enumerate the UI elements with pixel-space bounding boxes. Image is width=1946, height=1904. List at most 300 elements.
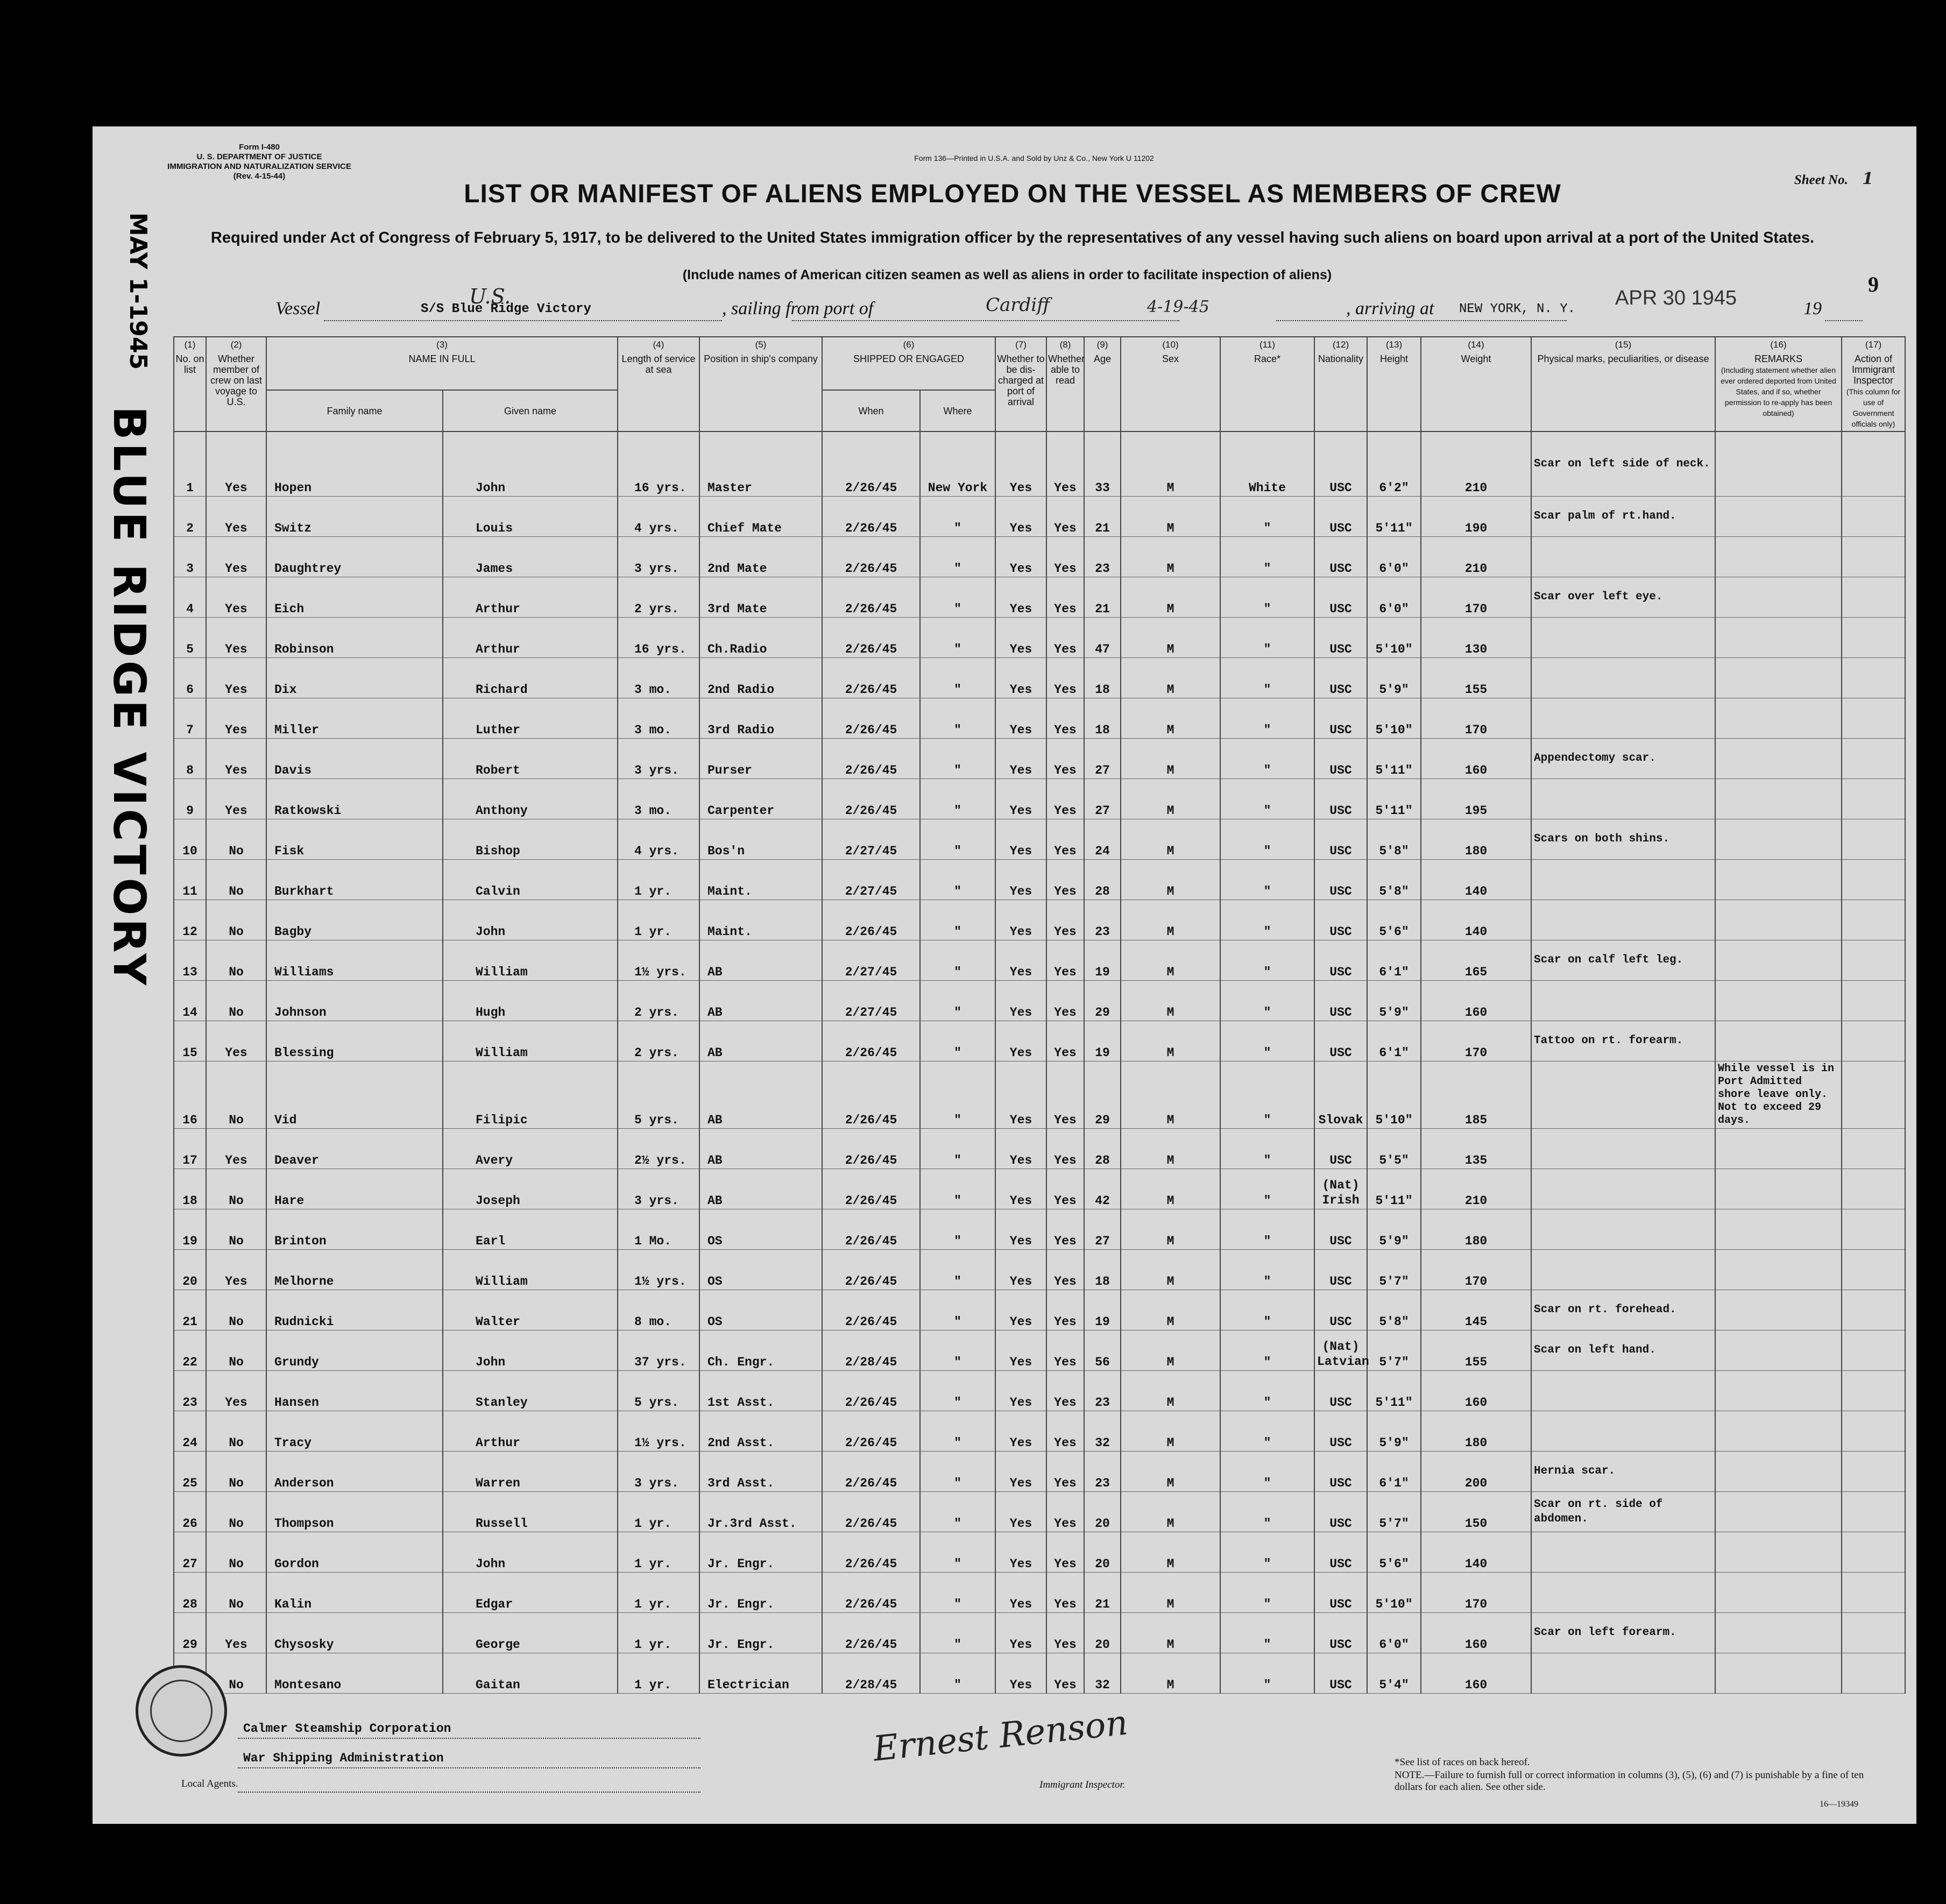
cell-able-to-read: Yes (1046, 577, 1084, 617)
cell-given-name: Anthony (443, 778, 618, 819)
cell-weight: 150 (1421, 1491, 1531, 1532)
cell-age: 21 (1084, 577, 1121, 617)
printer-line: Form 136—Printed in U.S.A. and Sold by Unz & Co., New York U 11202 (914, 154, 1154, 162)
cell-shipped-where: " (920, 940, 995, 980)
cell-service-length: 8 mo. (618, 1290, 699, 1330)
inspector-label: Immigrant Inspector. (1039, 1779, 1126, 1790)
cell-previous-voyage: No (206, 980, 266, 1021)
col-header-position: (5) Position in ship's company (699, 337, 822, 431)
cell-shipped-when: 2/26/45 (822, 900, 920, 940)
crew-manifest-table (173, 336, 1906, 1694)
cell-able-to-read: Yes (1046, 536, 1084, 577)
cell-shipped-when: 2/28/45 (822, 1653, 920, 1693)
cell-discharge: Yes (995, 1209, 1046, 1249)
cell-nationality: USC (1314, 940, 1367, 980)
cell-inspector-action (1842, 940, 1905, 980)
cell-family-name: Hansen (266, 1370, 443, 1411)
cell-family-name: Robinson (266, 617, 443, 657)
cell-family-name: Deaver (266, 1128, 443, 1169)
arrival-date-stamp: APR 30 1945 (1615, 287, 1737, 309)
cell-discharge: Yes (995, 1612, 1046, 1653)
cell-able-to-read: Yes (1046, 1021, 1084, 1061)
cell-inspector-action (1842, 738, 1905, 778)
cell-race: " (1220, 980, 1314, 1021)
cell-nationality: (Nat) Latvian (1314, 1330, 1367, 1370)
cell-position: Purser (699, 738, 822, 778)
cell-service-length: 1 yr. (618, 859, 699, 900)
cell-age: 23 (1084, 1370, 1121, 1411)
cell-weight: 140 (1421, 1532, 1531, 1572)
col-header-service: (4) Length of service at sea (618, 337, 699, 431)
cell-race: " (1220, 1061, 1314, 1128)
cell-able-to-read: Yes (1046, 657, 1084, 698)
cell-race: " (1220, 698, 1314, 738)
cell-shipped-where: " (920, 1290, 995, 1330)
cell-inspector-action (1842, 577, 1905, 617)
cell-row-number: 26 (174, 1491, 206, 1532)
cell-height: 5'8" (1367, 859, 1421, 900)
cell-discharge: Yes (995, 698, 1046, 738)
cell-service-length: 1 yr. (618, 1491, 699, 1532)
cell-able-to-read: Yes (1046, 617, 1084, 657)
table-row (174, 940, 1905, 980)
cell-physical-marks (1531, 778, 1715, 819)
cell-discharge: Yes (995, 1653, 1046, 1693)
cell-remarks (1715, 980, 1842, 1021)
cell-previous-voyage: Yes (206, 496, 266, 536)
cell-weight: 170 (1421, 1021, 1531, 1061)
cell-shipped-where: " (920, 1169, 995, 1209)
cell-weight: 165 (1421, 940, 1531, 980)
cell-service-length: 5 yrs. (618, 1370, 699, 1411)
cell-previous-voyage: No (206, 819, 266, 859)
cell-able-to-read: Yes (1046, 1061, 1084, 1128)
cell-nationality: USC (1314, 1491, 1367, 1532)
cell-shipped-where: " (920, 1451, 995, 1491)
inspector-signature: Ernest Renson (871, 1703, 1130, 1769)
year-dotline (1825, 320, 1863, 321)
cell-remarks (1715, 1128, 1842, 1169)
cell-physical-marks (1531, 1169, 1715, 1209)
arrival-dotline (1276, 320, 1567, 321)
cell-position: Jr. Engr. (699, 1612, 822, 1653)
cell-given-name: Arthur (443, 1411, 618, 1451)
cell-shipped-where: " (920, 859, 995, 900)
col-header-height: (13) Height (1367, 337, 1421, 431)
table-row (174, 1370, 1905, 1411)
cell-sex: M (1121, 1491, 1220, 1532)
cell-physical-marks: Scar on calf left leg. (1531, 940, 1715, 980)
cell-discharge: Yes (995, 1021, 1046, 1061)
cell-sex: M (1121, 577, 1220, 617)
cell-weight: 210 (1421, 431, 1531, 496)
cell-service-length: 2½ yrs. (618, 1128, 699, 1169)
cell-race: " (1220, 1491, 1314, 1532)
cell-shipped-where: " (920, 577, 995, 617)
cell-weight: 155 (1421, 1330, 1531, 1370)
cell-race: " (1220, 1612, 1314, 1653)
vessel-line (275, 285, 1836, 322)
cell-physical-marks: Scar on rt. forehead. (1531, 1290, 1715, 1330)
cell-race: " (1220, 1249, 1314, 1290)
cell-remarks (1715, 1169, 1842, 1209)
cell-family-name: Daughtrey (266, 536, 443, 577)
col-header-family-name: Family name (266, 390, 443, 431)
local-agents-label: Local Agents. (181, 1778, 238, 1789)
cell-service-length: 3 mo. (618, 698, 699, 738)
cell-inspector-action (1842, 1249, 1905, 1290)
cell-discharge: Yes (995, 577, 1046, 617)
cell-able-to-read: Yes (1046, 1370, 1084, 1411)
sailing-date: 4-19-45 (1147, 298, 1209, 316)
cell-weight: 155 (1421, 657, 1531, 698)
cell-family-name: Fisk (266, 819, 443, 859)
cell-row-number: 9 (174, 778, 206, 819)
cell-position: 1st Asst. (699, 1370, 822, 1411)
cell-weight: 170 (1421, 1572, 1531, 1612)
table-row (174, 1330, 1905, 1370)
cell-given-name: Calvin (443, 859, 618, 900)
cell-remarks (1715, 1249, 1842, 1290)
cell-inspector-action (1842, 536, 1905, 577)
table-row (174, 496, 1905, 536)
cell-able-to-read: Yes (1046, 900, 1084, 940)
cell-previous-voyage: No (206, 1491, 266, 1532)
cell-able-to-read: Yes (1046, 1330, 1084, 1370)
cell-height: 6'2" (1367, 431, 1421, 496)
cell-sex: M (1121, 778, 1220, 819)
cell-age: 19 (1084, 1021, 1121, 1061)
col-header-name: (3) NAME IN FULL (266, 337, 618, 390)
cell-nationality: USC (1314, 1451, 1367, 1491)
cell-service-length: 1½ yrs. (618, 940, 699, 980)
vessel-dotline (324, 320, 722, 321)
cell-row-number: 15 (174, 1021, 206, 1061)
cell-weight: 210 (1421, 1169, 1531, 1209)
cell-age: 20 (1084, 1532, 1121, 1572)
cell-inspector-action (1842, 1653, 1905, 1693)
cell-family-name: Gordon (266, 1532, 443, 1572)
cell-weight: 200 (1421, 1451, 1531, 1491)
cell-family-name: Hopen (266, 431, 443, 496)
cell-remarks (1715, 1451, 1842, 1491)
cell-previous-voyage: No (206, 940, 266, 980)
cell-physical-marks: Scar on left side of neck. (1531, 431, 1715, 496)
cell-age: 33 (1084, 431, 1121, 496)
table-row (174, 1169, 1905, 1209)
cell-given-name: William (443, 940, 618, 980)
cell-family-name: Williams (266, 940, 443, 980)
cell-age: 20 (1084, 1612, 1121, 1653)
cell-service-length: 5 yrs. (618, 1061, 699, 1128)
cell-row-number: 13 (174, 940, 206, 980)
cell-inspector-action (1842, 778, 1905, 819)
cell-family-name: Brinton (266, 1209, 443, 1249)
cell-given-name: Richard (443, 657, 618, 698)
cell-physical-marks: Scar over left eye. (1531, 577, 1715, 617)
cell-service-length: 1 yr. (618, 1653, 699, 1693)
cell-age: 21 (1084, 496, 1121, 536)
cell-position: Jr. Engr. (699, 1572, 822, 1612)
cell-inspector-action (1842, 1169, 1905, 1209)
cell-inspector-action (1842, 819, 1905, 859)
cell-physical-marks: Hernia scar. (1531, 1451, 1715, 1491)
cell-age: 42 (1084, 1169, 1121, 1209)
cell-shipped-where: " (920, 1061, 995, 1128)
cell-nationality: USC (1314, 431, 1367, 496)
cell-position: AB (699, 1021, 822, 1061)
cell-able-to-read: Yes (1046, 980, 1084, 1021)
table-row (174, 1572, 1905, 1612)
table-row (174, 1653, 1905, 1693)
cell-height: 5'11" (1367, 738, 1421, 778)
col-header-nationality: (12) Nationality (1314, 337, 1367, 431)
cell-family-name: Vid (266, 1061, 443, 1128)
cell-able-to-read: Yes (1046, 1451, 1084, 1491)
cell-height: 5'9" (1367, 980, 1421, 1021)
cell-given-name: Joseph (443, 1169, 618, 1209)
cell-position: Electrician (699, 1653, 822, 1693)
cell-previous-voyage: Yes (206, 698, 266, 738)
instruction-note: (Include names of American citizen seamen as well as aliens in order to facilitate inspection of aliens) (682, 267, 1332, 282)
cell-physical-marks (1531, 1370, 1715, 1411)
cell-row-number: 21 (174, 1290, 206, 1330)
cell-position: Carpenter (699, 778, 822, 819)
cell-nationality: USC (1314, 1370, 1367, 1411)
cell-sex: M (1121, 859, 1220, 900)
cell-race: " (1220, 577, 1314, 617)
cell-family-name: Melhorne (266, 1249, 443, 1290)
cell-discharge: Yes (995, 1491, 1046, 1532)
cell-sex: M (1121, 1451, 1220, 1491)
agent-dotline-2 (238, 1767, 700, 1768)
cell-position: 3rd Mate (699, 577, 822, 617)
cell-family-name: Tracy (266, 1411, 443, 1451)
cell-weight: 195 (1421, 778, 1531, 819)
cell-weight: 135 (1421, 1128, 1531, 1169)
cell-nationality: USC (1314, 1532, 1367, 1572)
cell-previous-voyage: Yes (206, 1021, 266, 1061)
cell-shipped-when: 2/26/45 (822, 1249, 920, 1290)
margin-date: MAY 1-1945 (124, 213, 152, 370)
col-header-age: (9) Age (1084, 337, 1121, 431)
cell-service-length: 3 yrs. (618, 1169, 699, 1209)
cell-shipped-where: " (920, 1330, 995, 1370)
cell-shipped-when: 2/26/45 (822, 1290, 920, 1330)
cell-able-to-read: Yes (1046, 1532, 1084, 1572)
cell-shipped-where: " (920, 1128, 995, 1169)
table-row (174, 819, 1905, 859)
cell-row-number: 14 (174, 980, 206, 1021)
cell-given-name: James (443, 536, 618, 577)
cell-previous-voyage: No (206, 1330, 266, 1370)
cell-shipped-when: 2/26/45 (822, 431, 920, 496)
cell-service-length: 16 yrs. (618, 431, 699, 496)
cell-shipped-when: 2/26/45 (822, 496, 920, 536)
cell-row-number: 2 (174, 496, 206, 536)
cell-row-number: 24 (174, 1411, 206, 1451)
cell-previous-voyage: No (206, 1061, 266, 1128)
cell-given-name: Earl (443, 1209, 618, 1249)
cell-shipped-when: 2/27/45 (822, 819, 920, 859)
agent-line-2: War Shipping Administration (243, 1751, 444, 1765)
cell-nationality: USC (1314, 778, 1367, 819)
cell-family-name: Rudnicki (266, 1290, 443, 1330)
col-header-physical-marks: (15) Physical marks, peculiarities, or disease (1531, 337, 1715, 431)
cell-row-number: 11 (174, 859, 206, 900)
cell-service-length: 1½ yrs. (618, 1411, 699, 1451)
page-subtitle: Required under Act of Congress of February 5, 1917, to be delivered to the United States immigration officer by the representatives of any vessel having such aliens on board upon arrival at a port of the United States. (210, 229, 1815, 246)
cell-previous-voyage: No (206, 1209, 266, 1249)
cell-height: 5'8" (1367, 819, 1421, 859)
cell-inspector-action (1842, 698, 1905, 738)
cell-nationality: USC (1314, 1572, 1367, 1612)
cell-age: 29 (1084, 1061, 1121, 1128)
col-header-weight: (14) Weight (1421, 337, 1531, 431)
cell-age: 27 (1084, 738, 1121, 778)
cell-nationality: USC (1314, 1021, 1367, 1061)
cell-height: 5'10" (1367, 617, 1421, 657)
cell-remarks (1715, 698, 1842, 738)
cell-remarks (1715, 657, 1842, 698)
cell-height: 5'9" (1367, 1411, 1421, 1451)
cell-given-name: Gaitan (443, 1653, 618, 1693)
cell-race: " (1220, 738, 1314, 778)
cell-physical-marks (1531, 1061, 1715, 1128)
cell-sex: M (1121, 431, 1220, 496)
cell-race: " (1220, 657, 1314, 698)
cell-nationality: USC (1314, 496, 1367, 536)
cell-race: White (1220, 431, 1314, 496)
cell-shipped-where: " (920, 980, 995, 1021)
penalty-note: NOTE.—Failure to furnish full or correct information in columns (3), (5), (6) and (7) is punishable by a fine of ten dollars for each alien. See other side. (1395, 1769, 1864, 1793)
col-header-inspector-action: (17) Action of Immigrant Inspector (This column for use of Government officials only) (1842, 337, 1905, 431)
cell-nationality: USC (1314, 1209, 1367, 1249)
cell-row-number: 1 (174, 431, 206, 496)
cell-row-number: 7 (174, 698, 206, 738)
cell-inspector-action (1842, 496, 1905, 536)
cell-sex: M (1121, 1128, 1220, 1169)
cell-age: 29 (1084, 980, 1121, 1021)
cell-race: " (1220, 1021, 1314, 1061)
cell-sex: M (1121, 1612, 1220, 1653)
cell-family-name: Kalin (266, 1572, 443, 1612)
cell-row-number: 20 (174, 1249, 206, 1290)
cell-row-number: 10 (174, 819, 206, 859)
cell-nationality: USC (1314, 1612, 1367, 1653)
col-header-race: (11) Race* (1220, 337, 1314, 431)
cell-remarks (1715, 1370, 1842, 1411)
cell-row-number: 23 (174, 1370, 206, 1411)
cell-nationality: (Nat) Irish (1314, 1169, 1367, 1209)
cell-given-name: William (443, 1021, 618, 1061)
cell-shipped-when: 2/26/45 (822, 698, 920, 738)
cell-age: 56 (1084, 1330, 1121, 1370)
form-code: 16—19349 (1820, 1800, 1858, 1809)
cell-discharge: Yes (995, 1572, 1046, 1612)
cell-sex: M (1121, 940, 1220, 980)
cell-given-name: Avery (443, 1128, 618, 1169)
cell-given-name: Arthur (443, 617, 618, 657)
cell-family-name: Hare (266, 1169, 443, 1209)
cell-row-number: 16 (174, 1061, 206, 1128)
cell-nationality: USC (1314, 698, 1367, 738)
cell-age: 19 (1084, 1290, 1121, 1330)
cell-height: 6'0" (1367, 1612, 1421, 1653)
cell-shipped-when: 2/26/45 (822, 1411, 920, 1451)
cell-row-number: 28 (174, 1572, 206, 1612)
cell-given-name: John (443, 1532, 618, 1572)
cell-remarks (1715, 859, 1842, 900)
cell-height: 6'0" (1367, 536, 1421, 577)
cell-shipped-when: 2/26/45 (822, 536, 920, 577)
cell-row-number: 19 (174, 1209, 206, 1249)
cell-discharge: Yes (995, 617, 1046, 657)
table-row (174, 698, 1905, 738)
cell-given-name: Arthur (443, 577, 618, 617)
cell-previous-voyage: Yes (206, 657, 266, 698)
cell-weight: 130 (1421, 617, 1531, 657)
cell-physical-marks: Scars on both shins. (1531, 819, 1715, 859)
cell-height: 5'7" (1367, 1491, 1421, 1532)
cell-previous-voyage: No (206, 1532, 266, 1572)
cell-race: " (1220, 778, 1314, 819)
cell-remarks (1715, 577, 1842, 617)
cell-nationality: USC (1314, 1411, 1367, 1451)
cell-previous-voyage: No (206, 900, 266, 940)
cell-position: AB (699, 940, 822, 980)
table-row (174, 1411, 1905, 1451)
cell-given-name: Louis (443, 496, 618, 536)
cell-position: AB (699, 1128, 822, 1169)
cell-physical-marks: Scar palm of rt.hand. (1531, 496, 1715, 536)
cell-discharge: Yes (995, 778, 1046, 819)
cell-shipped-where: " (920, 1612, 995, 1653)
cell-weight: 145 (1421, 1290, 1531, 1330)
table-row (174, 980, 1905, 1021)
col-header-shipped: (6) SHIPPED OR ENGAGED (822, 337, 995, 390)
cell-physical-marks (1531, 1572, 1715, 1612)
cell-race: " (1220, 1572, 1314, 1612)
cell-sex: M (1121, 1169, 1220, 1209)
cell-nationality: USC (1314, 1290, 1367, 1330)
cell-able-to-read: Yes (1046, 778, 1084, 819)
cell-physical-marks: Scar on left forearm. (1531, 1612, 1715, 1653)
vessel-name: S/S Blue Ridge Victory (421, 302, 591, 316)
cell-height: 5'6" (1367, 900, 1421, 940)
col-header-no: (1) No. on list (174, 337, 206, 431)
cell-shipped-when: 2/26/45 (822, 577, 920, 617)
cell-age: 32 (1084, 1653, 1121, 1693)
cell-position: AB (699, 980, 822, 1021)
cell-row-number: 12 (174, 900, 206, 940)
col-header-where: Where (920, 390, 995, 431)
cell-sex: M (1121, 1209, 1220, 1249)
margin-annotation (98, 213, 157, 1003)
cell-sex: M (1121, 819, 1220, 859)
cell-nationality: USC (1314, 900, 1367, 940)
cell-remarks (1715, 778, 1842, 819)
cell-given-name: Hugh (443, 980, 618, 1021)
cell-weight: 185 (1421, 1061, 1531, 1128)
cell-given-name: Luther (443, 698, 618, 738)
cell-family-name: Davis (266, 738, 443, 778)
cell-height: 5'6" (1367, 1532, 1421, 1572)
cell-service-length: 1 yr. (618, 1532, 699, 1572)
cell-sex: M (1121, 1411, 1220, 1451)
cell-position: Master (699, 431, 822, 496)
cell-physical-marks (1531, 859, 1715, 900)
